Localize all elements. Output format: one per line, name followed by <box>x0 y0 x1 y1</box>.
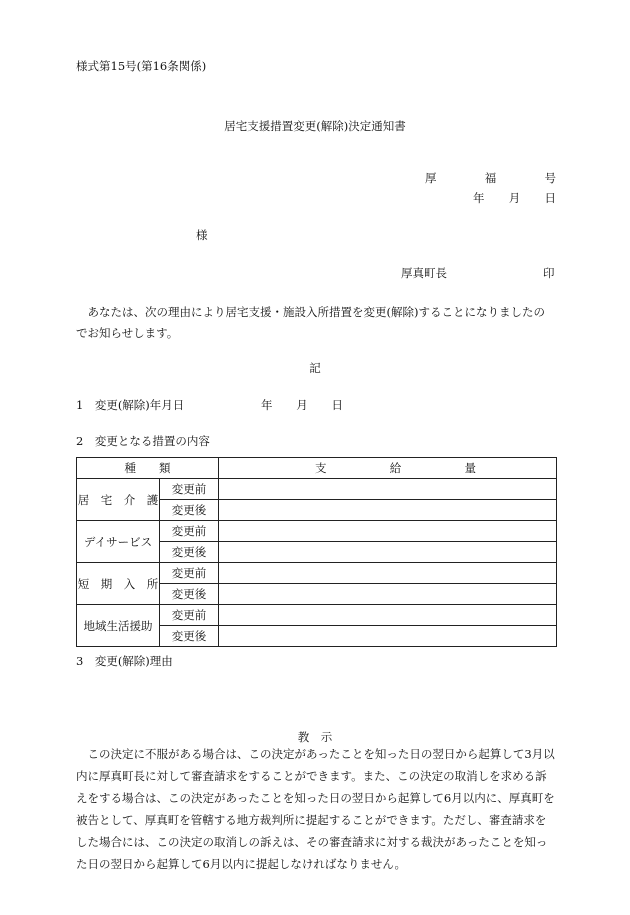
item-1-day: 日 <box>331 398 343 412</box>
item-1-label: 1 変更(解除)年月日 <box>76 398 185 412</box>
issuer: 厚真町長 <box>401 266 447 280</box>
table-row <box>77 605 557 626</box>
header-amount <box>219 458 557 479</box>
amount-cell[interactable] <box>219 563 557 584</box>
before-label: 変更前 <box>160 521 219 542</box>
amount-cell[interactable] <box>219 605 557 626</box>
category-cell: 地域生活援助 <box>77 605 160 647</box>
category-cell: デイサービス <box>77 521 160 563</box>
date-month: 月 <box>508 191 521 205</box>
date-day: 日 <box>544 191 556 205</box>
seal-mark: 印 <box>543 266 555 280</box>
document-number <box>425 173 556 185</box>
amount-cell[interactable] <box>219 626 557 647</box>
item-1-year: 年 <box>261 398 273 412</box>
document-title: 居宅支援措置変更(解除)決定通知書 <box>224 119 406 133</box>
doc-no-char-1: 厚 <box>425 171 437 185</box>
header-amount-char-2: 給 <box>389 461 402 475</box>
category-cell: 短 期 入 所 <box>77 563 160 605</box>
after-label: 変更後 <box>160 626 219 647</box>
doc-no-char-3: 号 <box>544 171 556 185</box>
kyoji-title: 教 示 <box>297 730 333 744</box>
doc-no-char-2: 福 <box>484 171 497 185</box>
ki-heading: 記 <box>309 361 321 375</box>
before-label: 変更前 <box>160 479 219 500</box>
amount-cell[interactable] <box>219 521 557 542</box>
measure-table <box>76 457 557 647</box>
table-header-row <box>77 458 557 479</box>
amount-cell[interactable] <box>219 542 557 563</box>
amount-cell[interactable] <box>219 500 557 521</box>
item-3-label: 3 変更(解除)理由 <box>76 654 173 668</box>
addressee-suffix: 様 <box>196 228 208 242</box>
after-label: 変更後 <box>160 500 219 521</box>
item-2-label: 2 変更となる措置の内容 <box>76 434 210 448</box>
category-cell: 居 宅 介 護 <box>77 479 160 521</box>
before-label: 変更前 <box>160 605 219 626</box>
item-1-month: 月 <box>296 398 308 412</box>
form-number: 様式第15号(第16条関係) <box>76 59 207 73</box>
header-amount-char-1: 支 <box>315 461 327 475</box>
table-row <box>77 563 557 584</box>
after-label: 変更後 <box>160 584 219 605</box>
item-1-date <box>261 400 343 412</box>
after-label: 変更後 <box>160 542 219 563</box>
body-text: あなたは、次の理由により居宅支援・施設入所措置を変更(解除)することになりましたのでお知らせします。 <box>76 305 545 340</box>
kyoji-text: この決定に不服がある場合は、この決定があったことを知った日の翌日から起算して3月以内に厚真町長に対して審査請求をすることができます。また、この決定の取消しを求める訴えをする場合は、この決定があったことを知った日の翌日から起算して6月以内に、厚真町を被告として、厚真町を管轄する地方裁判所に提起することができます。ただし、審査請求をした場合には、この決定の取消しの訴えは、その審査請求に対する裁決があったことを知った日の翌日から起算して6月以内に提起しなければなりません。 <box>76 747 555 871</box>
amount-cell[interactable] <box>219 584 557 605</box>
table-row <box>77 521 557 542</box>
date-year: 年 <box>473 191 485 205</box>
header-amount-char-3: 量 <box>464 461 476 475</box>
before-label: 変更前 <box>160 563 219 584</box>
table-row <box>77 479 557 500</box>
header-kind: 種 類 <box>77 458 219 479</box>
amount-cell[interactable] <box>219 479 557 500</box>
issue-date <box>473 193 556 205</box>
